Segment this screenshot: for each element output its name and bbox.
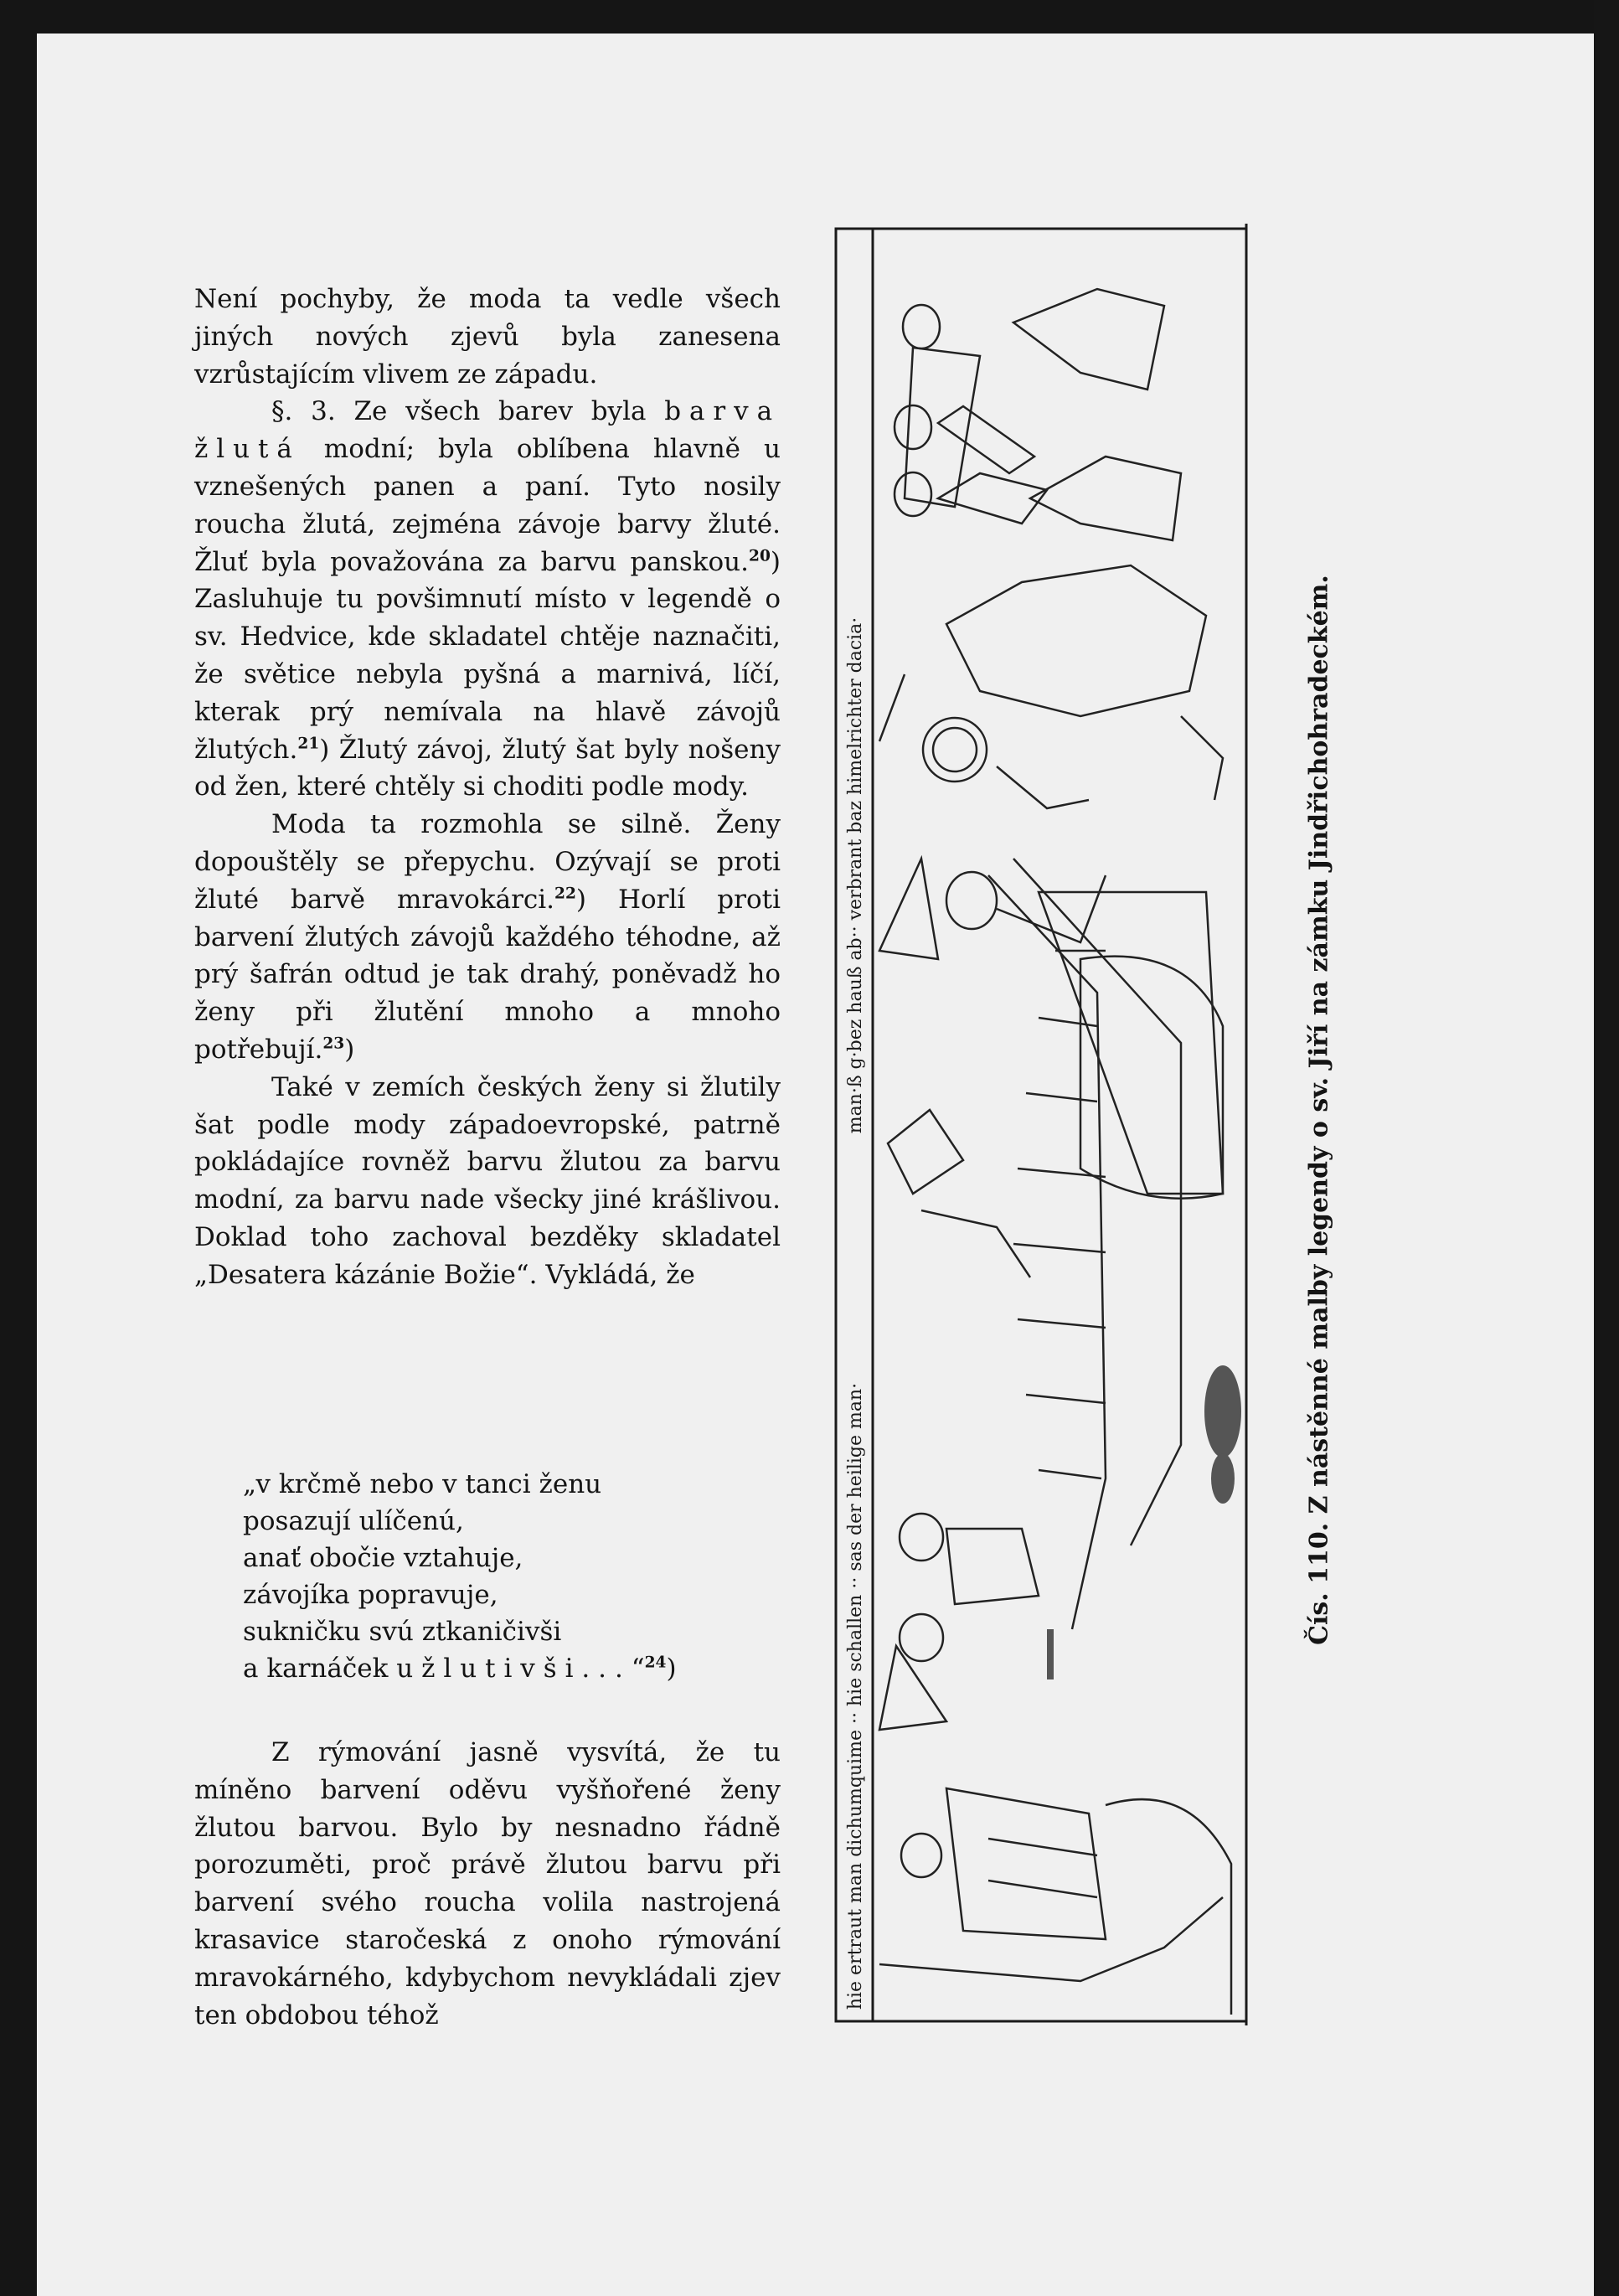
body-text-column-2 — [194, 1734, 781, 2034]
paragraph-3-text: Moda ta rozmohla se silně. Ženy dopouštěly se přepychu. Ozývají se proti žluté barvě mravokárci. — [194, 809, 781, 915]
paragraph-3-text-c: ) — [344, 1034, 355, 1065]
footnote-ref-24: 24 — [644, 1654, 667, 1672]
building-structure — [988, 859, 1223, 1629]
mural-illustration — [829, 222, 1256, 2027]
body-text-column — [194, 281, 781, 1294]
figure-group-top — [895, 289, 1181, 540]
paragraph-2-text-c: ) Žlutý závoj, žlutý šat byly nošeny od žen, které chtěly si choditi podle mody. — [194, 734, 781, 802]
verse-line: sukničku svú ztkaničivši — [243, 1617, 562, 1647]
footnote-ref-22: 22 — [554, 885, 576, 903]
mural-inscription-bottom: man·ß g·bez hauß ab·· verbrant baz himelrichter dacia· — [845, 617, 866, 1134]
spaced-emphasis: barva žlutá — [194, 396, 781, 465]
saint-on-horse — [879, 565, 1223, 808]
section-heading: §. 3. Ze všech barev byla — [271, 396, 647, 427]
figure-caption-box — [1290, 544, 1348, 1675]
verse-line: závojíka popravuje, — [243, 1580, 498, 1610]
paragraph-2 — [194, 393, 781, 806]
mural-shading — [1047, 1365, 1241, 1679]
verse-line-end: ) — [666, 1654, 677, 1684]
scan-border-right — [1594, 0, 1619, 2296]
verse-line: anať obočie vztahuje, — [243, 1543, 523, 1573]
paragraph-3 — [194, 806, 781, 1069]
paragraph-2-text-b: ) Zasluhuje tu povšimnutí místo v legendě o sv. Hedvice, kde skladatel chtěje naznačiti, že světice nebyla pyšná a marnivá, líčí, kterak prý nemívala na hlavě závojů žlutých. — [194, 546, 781, 765]
figure-caption: Čís. 110. Z nástěnné malby legendy o sv. Jiří na zámku Jindřichohradeckém. — [1304, 575, 1334, 1645]
verse-line — [243, 1650, 677, 1687]
footnote-ref-23: 23 — [322, 1034, 345, 1053]
verse-line-text: a karnáček — [243, 1654, 389, 1684]
mural-inscription-top: hie ertraut man dichumquime ·· hie schallen ·· sas der heilige man· — [845, 1382, 866, 2010]
closing-quote: “ — [631, 1654, 645, 1684]
verse-line: „v krčmě nebo v tanci ženu — [243, 1469, 602, 1499]
scan-border-left — [0, 0, 37, 2296]
footnote-ref-20: 20 — [749, 547, 771, 565]
verse-line: posazují ulíčenú, — [243, 1506, 464, 1536]
footnote-ref-21: 21 — [297, 735, 320, 753]
paragraph-4: Také v zemích českých ženy si žlutily šat podle mody západoevropské, patrně pokládajíce rovněž barvu žlutou za barvu modní, za barvu nade všecky jiné krášlivou. Doklad toho zachoval bezděky skladatel „Desatera kázánie Božie“. Vykládá, že — [194, 1071, 781, 1290]
scan-border-top — [0, 0, 1619, 34]
verse-quotation — [243, 1466, 677, 1687]
paragraph-5: Z rýmování jasně vysvítá, že tu míněno barvení oděvu vyšňořené ženy žlutou barvou. Bylo by nesnadno řádně porozuměti, proč právě žlutou barvu při barvení svého roucha volila nastrojená krasavice staročeská z onoho rýmování mravokárného, kdybychom nevykládali zjev ten obdobou téhož — [194, 1737, 781, 2030]
paragraph-3-text-b: ) Horlí proti barvení žlutých závojů každého téhodne, až prý šafrán odtud je tak drahý, poněvadž ho ženy při žlutění mnoho a mnoho potřebují. — [194, 884, 781, 1065]
paragraph-1: Není pochyby, že moda ta vedle všech jiných nových zjevů byla zanesena vzrůstajícím vlivem ze západu. — [194, 284, 781, 390]
spaced-emphasis: užlutivši... — [396, 1654, 632, 1684]
paragraph-2-text: modní; byla oblíbena hlavně u vznešených panen a paní. Tyto nosily roucha žlutá, zejména závoje barvy žluté. Žluť byla považována za barvu panskou. — [194, 434, 781, 577]
mural-figures-group — [879, 289, 1231, 2015]
figure-group-bottom — [879, 1514, 1231, 2015]
